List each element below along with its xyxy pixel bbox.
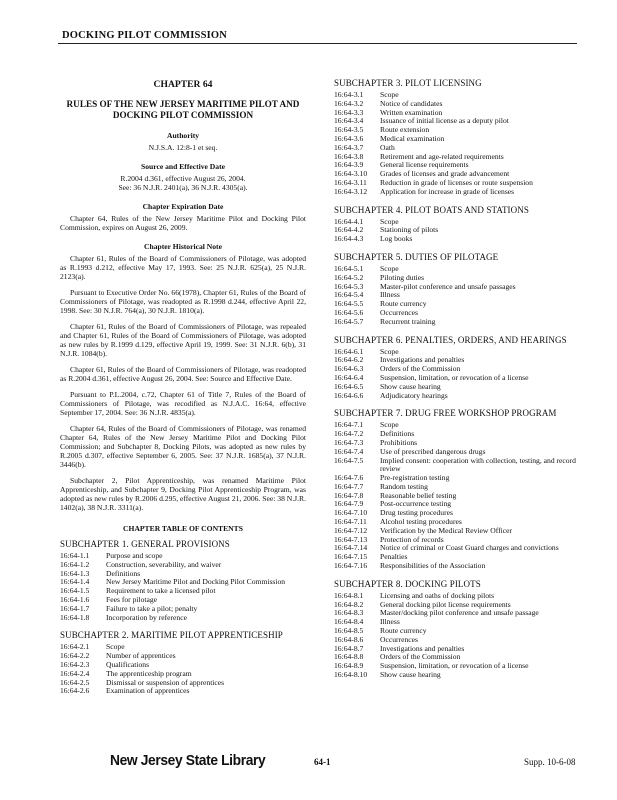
- section-number: 16:64-6.1: [334, 346, 364, 356]
- section-title: Notice of criminal or Coast Guard charges and convictions: [380, 543, 559, 553]
- section-number: 16:64-6.6: [334, 390, 364, 400]
- section-title: Scope: [106, 642, 125, 652]
- section-row: [334, 618, 539, 627]
- subchapter-heading: SUBCHAPTER 3. PILOT LICENSING: [334, 78, 482, 88]
- section-title: Definitions: [380, 429, 415, 439]
- section-title: Occurrences: [380, 634, 418, 644]
- section-title: Licensing and oaths of docking pilots: [380, 590, 495, 600]
- section-title: Suspension, limitation, or revocation of a license: [380, 372, 529, 382]
- section-list: [60, 643, 224, 696]
- section-number: 16:64-3.4: [334, 116, 364, 126]
- section-number: 16:64-3.11: [334, 177, 367, 187]
- left-toc: [60, 539, 306, 696]
- section-row: [334, 318, 516, 327]
- section-row: [334, 492, 584, 501]
- section-number: 16:64-5.5: [334, 299, 364, 309]
- section-row: [334, 235, 438, 244]
- section-title: Master-pilot conference and unsafe passages: [380, 281, 516, 291]
- subchapter-heading: SUBCHAPTER 8. DOCKING PILOTS: [334, 578, 481, 589]
- section-number: 16:64-6.5: [334, 381, 364, 391]
- section-title: Protection of records: [380, 534, 444, 544]
- section-title: Investigations and penalties: [380, 643, 465, 653]
- section-list: [334, 348, 528, 401]
- subchapter-heading: SUBCHAPTER 7. DRUG FREE WORKSHOP PROGRAM: [334, 408, 557, 419]
- section-title: Construction, severability, and waiver: [106, 559, 222, 569]
- history-paragraph: Chapter 64, Rules of the Board of Commissioners of Pilotage, was renamed Chapter 64, Rules of the New Jersey Maritime Pilot and Docking Pilot Commission; and Subchapter 8, Docking Pilots, was adopted as new rules by R.2005 d.307, effective September 6, 2005. See: 37 N.J.R. 1685(a), 37 N.J.R. 3446(b).: [60, 424, 306, 469]
- section-title: Number of apprentices: [106, 651, 176, 661]
- section-number: 16:64-7.10: [334, 508, 368, 518]
- section-title: Use of prescribed dangerous drugs: [380, 446, 486, 456]
- source-line-2: See: 36 N.J.R. 2401(a), 36 N.J.R. 4305(a).: [118, 183, 248, 192]
- section-number: 16:64-8.9: [334, 661, 364, 671]
- section-title: Scope: [380, 263, 399, 273]
- section-number: 16:64-2.2: [60, 651, 90, 661]
- source-heading: Source and Effective Date: [140, 162, 225, 171]
- section-number: 16:64-1.1: [60, 551, 90, 560]
- section-number: 16:64-3.3: [334, 107, 364, 117]
- section-number: 16:64-5.7: [334, 316, 364, 326]
- section-title: Random testing: [380, 481, 428, 491]
- section-list: [334, 421, 584, 571]
- section-title: Qualifications: [106, 659, 150, 669]
- subchapter-heading: SUBCHAPTER 2. MARITIME PILOT APPRENTICESHIP: [60, 630, 283, 641]
- section-title: Retirement and age-related requirements: [380, 151, 504, 161]
- section-title: Dismissal or suspension of apprentices: [106, 677, 225, 687]
- section-number: 16:64-5.1: [334, 263, 364, 273]
- section-title: Examination of apprentices: [106, 686, 190, 696]
- section-number: 16:64-4.2: [334, 225, 364, 235]
- section-title: Application for increase in grade of licenses: [380, 186, 515, 196]
- section-number: 16:64-8.5: [334, 626, 364, 636]
- toc-title: CHAPTER TABLE OF CONTENTS: [123, 524, 243, 533]
- section-number: 16:64-3.10: [334, 169, 368, 179]
- section-title: Notice of candidates: [380, 98, 443, 108]
- section-number: 16:64-7.14: [334, 543, 368, 553]
- section-title: Route currency: [380, 299, 427, 309]
- section-list: [334, 592, 539, 680]
- section-row: [334, 562, 584, 571]
- section-number: 16:64-8.4: [334, 617, 364, 627]
- section-number: 16:64-8.8: [334, 652, 364, 662]
- chapter-number: CHAPTER 64: [153, 79, 213, 90]
- section-number: 16:64-3.6: [334, 133, 364, 143]
- subchapter-heading: SUBCHAPTER 4. PILOT BOATS AND STATIONS: [334, 204, 529, 215]
- section-title: General license requirements: [380, 160, 469, 170]
- section-title: Definitions: [106, 568, 141, 578]
- section-title: Medical examination: [380, 133, 445, 143]
- section-number: 16:64-7.9: [334, 499, 364, 509]
- history-paragraph: Chapter 61, Rules of the Board of Commissioners of Pilotage, was readopted as R.2004 d.361, effective August 26, 2004. See: Source and Effective Date.: [60, 365, 306, 383]
- section-number: 16:64-1.6: [60, 594, 90, 604]
- page-number: 64-1: [314, 757, 331, 767]
- section-title: Incorporation by reference: [106, 612, 187, 622]
- section-number: 16:64-7.7: [334, 481, 364, 491]
- history-paragraph: Subchapter 2, Pilot Apprenticeship, was renamed Maritime Pilot Apprenticeship, and Subchapter 9, Docking Pilot Apprenticeship Program, was adopted as new rules by R.2006 d.295, effective August 21, 2006. See: 38 N.J.R. 1402(a), 38 N.J.R. 3311(a).: [60, 476, 306, 512]
- section-row: [334, 500, 584, 509]
- section-title: Master/docking pilot conference and unsafe passage: [380, 608, 539, 618]
- section-title: Route extension: [380, 125, 430, 135]
- section-number: 16:64-2.4: [60, 668, 90, 678]
- section-title: Written examination: [380, 107, 443, 117]
- subchapter-heading: SUBCHAPTER 6. PENALTIES, ORDERS, AND HEARINGS: [334, 334, 567, 345]
- right-toc: [334, 78, 584, 680]
- section-number: 16:64-8.2: [334, 599, 364, 609]
- section-title: Purpose and scope: [106, 551, 163, 560]
- supplement-date: Supp. 10-6-08: [524, 757, 576, 767]
- history-notes: [60, 254, 306, 512]
- section-title: Oath: [380, 142, 395, 152]
- section-number: 16:64-4.3: [334, 234, 364, 244]
- section-number: 16:64-2.3: [60, 659, 90, 669]
- section-number: 16:64-1.5: [60, 586, 90, 596]
- section-number: 16:64-8.6: [334, 634, 364, 644]
- section-row: [334, 627, 539, 636]
- section-row: [334, 457, 584, 475]
- section-number: 16:64-7.4: [334, 446, 364, 456]
- section-title: Verification by the Medical Review Officer: [380, 525, 513, 535]
- section-title: Illness: [380, 290, 400, 300]
- chapter-title: RULES OF THE NEW JERSEY MARITIME PILOT AND DOCKING PILOT COMMISSION: [66, 99, 300, 120]
- section-title: Occurrences: [380, 307, 418, 317]
- section-title: Orders of the Commission: [380, 364, 461, 374]
- section-title: Prohibitions: [380, 437, 418, 447]
- section-title: Scope: [380, 216, 399, 226]
- section-number: 16:64-2.1: [60, 642, 90, 652]
- section-number: 16:64-1.4: [60, 577, 90, 587]
- section-title: Adjudicatory hearings: [380, 390, 448, 400]
- history-paragraph: Chapter 61, Rules of the Board of Commissioners of Pilotage, was repealed and Chapter 61, Rules of the Board of Commissioners of Pilotage, was adopted as new rules by R.1999 d.129, effective April 19, 1999. See: 31 N.J.R. 6(b), 31 N.J.R. 1084(b).: [60, 322, 306, 358]
- section-title: Scope: [380, 420, 399, 430]
- section-number: 16:64-8.3: [334, 608, 364, 618]
- section-number: 16:64-6.4: [334, 372, 364, 382]
- section-number: 16:64-3.5: [334, 125, 364, 135]
- authority-heading: Authority: [166, 131, 200, 140]
- source-line-1: R.2004 d.361, effective August 26, 2004.: [120, 174, 246, 183]
- section-number: 16:64-1.2: [60, 559, 90, 569]
- section-title: Post-occurrence testing: [380, 499, 452, 509]
- section-row: [334, 671, 539, 680]
- section-title: Show cause hearing: [380, 381, 441, 391]
- section-title: The apprenticeship program: [106, 668, 192, 678]
- section-title: Grades of licenses and grade advancement: [380, 169, 510, 179]
- section-title: Stationing of pilots: [380, 225, 439, 235]
- section-number: 16:64-3.12: [334, 186, 368, 196]
- subchapter-heading: SUBCHAPTER 5. DUTIES OF PILOTAGE: [334, 251, 499, 262]
- section-title: Implied consent: cooperation with collection, testing, and record review: [380, 455, 576, 474]
- section-number: 16:64-8.10: [334, 670, 368, 680]
- header-rule: [58, 43, 577, 44]
- section-number: 16:64-7.6: [334, 473, 364, 483]
- section-title: Route currency: [380, 626, 427, 636]
- section-number: 16:64-7.15: [334, 552, 368, 562]
- authority-text: N.J.S.A. 12:8-1 et seq.: [148, 143, 218, 152]
- section-row: [334, 527, 584, 536]
- section-title: Scope: [380, 346, 399, 356]
- left-column: [60, 78, 306, 696]
- section-number: 16:64-8.1: [334, 590, 364, 600]
- section-row: [334, 135, 533, 144]
- section-title: Recurrent training: [380, 316, 436, 326]
- section-number: 16:64-4.1: [334, 216, 364, 226]
- section-title: Alcohol testing procedures: [380, 517, 462, 527]
- section-number: 16:64-5.2: [334, 272, 364, 282]
- section-title: Reasonable belief testing: [380, 490, 457, 500]
- section-row: [334, 544, 584, 553]
- section-title: Failure to take a pilot; penalty: [106, 603, 198, 613]
- section-title: General docking pilot license requirements: [380, 599, 511, 609]
- section-title: Requirement to take a licensed pilot: [106, 586, 216, 596]
- section-number: 16:64-2.5: [60, 677, 90, 687]
- section-row: [334, 609, 539, 618]
- section-title: Responsibilities of the Association: [380, 561, 486, 571]
- section-title: Suspension, limitation, or revocation of a license: [380, 661, 529, 671]
- section-title: Orders of the Commission: [380, 652, 461, 662]
- section-number: 16:64-5.4: [334, 290, 364, 300]
- section-row: [334, 117, 533, 126]
- section-row: [334, 483, 584, 492]
- section-number: 16:64-7.1: [334, 420, 364, 430]
- expiration-heading: Chapter Expiration Date: [142, 202, 224, 211]
- section-title: Show cause hearing: [380, 670, 441, 680]
- section-title: Issuance of initial license as a deputy pilot: [380, 116, 509, 126]
- section-number: 16:64-7.16: [334, 561, 368, 571]
- section-title: Drug testing procedures: [380, 508, 453, 518]
- section-number: 16:64-3.8: [334, 151, 364, 161]
- section-row: [334, 188, 533, 197]
- running-header: DOCKING PILOT COMMISSION: [62, 30, 228, 41]
- section-row: [334, 474, 584, 483]
- section-number: 16:64-5.3: [334, 281, 364, 291]
- section-number: 16:64-6.2: [334, 355, 364, 365]
- section-row: [334, 430, 584, 439]
- section-number: 16:64-1.8: [60, 612, 90, 622]
- section-title: New Jersey Maritime Pilot and Docking Pilot Commission: [106, 577, 286, 587]
- section-title: Fees for pilotage: [106, 594, 158, 604]
- section-list: [334, 218, 438, 244]
- section-row: [60, 587, 285, 596]
- section-title: Piloting duties: [380, 272, 425, 282]
- history-paragraph: Pursuant to Executive Order No. 66(1978), Chapter 61, Rules of the Board of Commissioners of Pilotage, was readopted as R.1998 d.244, effective April 22, 1998. See: 30 N.J.R. 764(a), 30 N.J.R. 1810(a).: [60, 288, 306, 315]
- section-title: Penalties: [380, 552, 408, 562]
- section-row: [334, 421, 584, 430]
- section-title: Investigations and penalties: [380, 355, 465, 365]
- section-row: [60, 561, 285, 570]
- history-heading: Chapter Historical Note: [144, 242, 222, 251]
- expiration-text: Chapter 64, Rules of the New Jersey Maritime Pilot and Docking Pilot Commission, expires on August 26, 2009.: [60, 214, 306, 232]
- section-number: 16:64-1.3: [60, 568, 90, 578]
- section-title: Log books: [380, 234, 413, 244]
- section-title: Illness: [380, 617, 400, 627]
- section-list: [60, 552, 285, 622]
- section-list: [334, 265, 516, 327]
- section-number: 16:64-7.11: [334, 517, 367, 527]
- section-number: 16:64-5.6: [334, 307, 364, 317]
- section-row: [60, 614, 285, 623]
- section-number: 16:64-7.12: [334, 525, 368, 535]
- section-number: 16:64-2.6: [60, 686, 90, 696]
- section-number: 16:64-7.13: [334, 534, 368, 544]
- subchapter-heading: SUBCHAPTER 1. GENERAL PROVISIONS: [60, 539, 230, 549]
- history-paragraph: Chapter 61, Rules of the Board of Commissioners of Pilotage, was adopted as R.1993 d.212, effective May 17, 1993. See: 25 N.J.R. 625(a), 25 N.J.R. 2123(a).: [60, 254, 306, 281]
- section-number: 16:64-7.2: [334, 429, 364, 439]
- section-title: Scope: [380, 90, 399, 99]
- section-row: [334, 392, 528, 401]
- right-column: [334, 78, 584, 680]
- section-number: 16:64-7.3: [334, 437, 364, 447]
- section-number: 16:64-6.3: [334, 364, 364, 374]
- section-title: Pre-registration testing: [380, 473, 450, 483]
- section-list: [334, 91, 533, 197]
- section-number: 16:64-7.5: [334, 455, 364, 465]
- section-row: [60, 687, 224, 696]
- section-number: 16:64-3.2: [334, 98, 364, 108]
- section-number: 16:64-7.8: [334, 490, 364, 500]
- section-title: Reduction in grade of licenses or route suspension: [380, 177, 533, 187]
- section-number: 16:64-8.7: [334, 643, 364, 653]
- history-paragraph: Pursuant to P.L.2004, c.72, Chapter 61 of Title 7, Rules of the Board of Commissioners of Pilotage, was recodified as N.J.A.C. 16:64, effective September 17, 2004. See: 36 N.J.R. 4835(a).: [60, 390, 306, 417]
- section-number: 16:64-3.7: [334, 142, 364, 152]
- section-number: 16:64-3.1: [334, 90, 364, 99]
- library-stamp: New Jersey State Library: [110, 752, 266, 769]
- section-number: 16:64-3.9: [334, 160, 364, 170]
- section-number: 16:64-1.7: [60, 603, 90, 613]
